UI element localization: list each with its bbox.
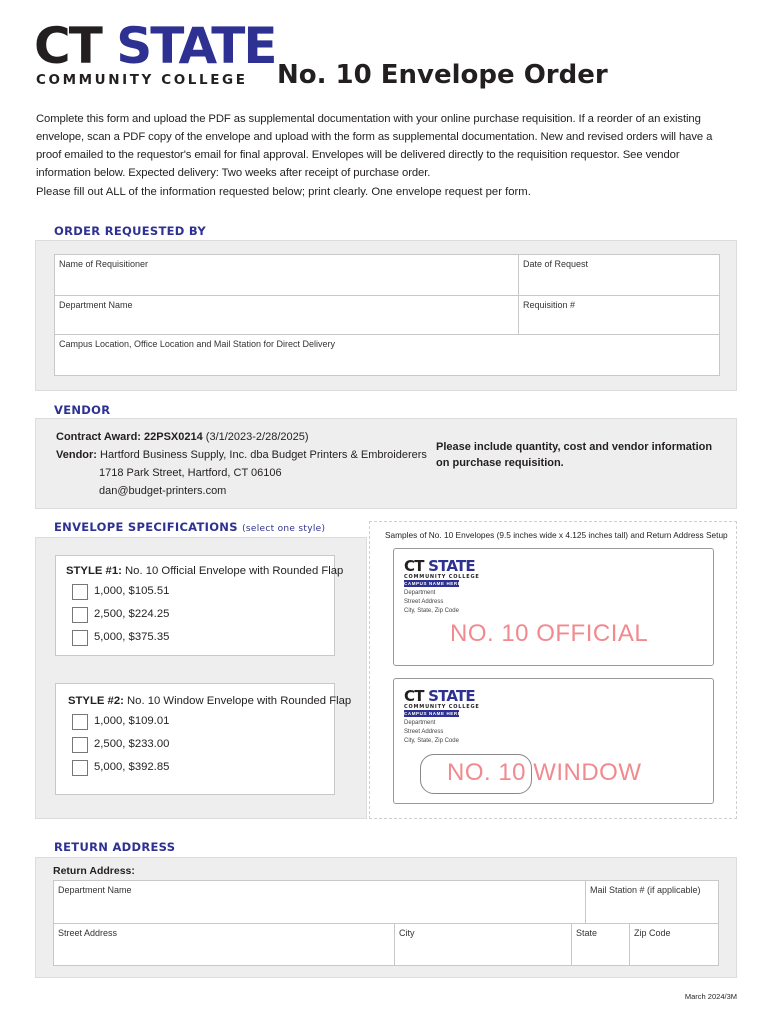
street-address-label: Street Address <box>58 928 118 938</box>
vendor-name: Vendor: Hartford Business Supply, Inc. dba Budget Printers & Embroiderers <box>56 449 427 461</box>
campus-location-field[interactable] <box>54 334 720 376</box>
vendor-section-heading: VENDOR <box>54 403 111 417</box>
official-envelope-campus-bar: CAMPUS NAME HERE <box>404 581 462 586</box>
window-envelope-address: Department Street Address City, State, Zip Code <box>404 720 459 744</box>
style1-option3-label: 5,000, $375.35 <box>94 631 170 643</box>
window-envelope-campus-bar: CAMPUS NAME HERE <box>404 711 462 716</box>
style1-option1-checkbox[interactable] <box>72 584 88 600</box>
city-label: City <box>399 928 415 938</box>
official-envelope-label: NO. 10 OFFICIAL <box>450 620 649 647</box>
vendor-panel <box>35 418 737 509</box>
style2-option1-checkbox[interactable] <box>72 714 88 730</box>
window-envelope-logo-sub: COMMUNITY COLLEGE <box>404 704 480 710</box>
requisition-number-label: Requisition # <box>523 300 576 310</box>
requisitioner-name-field[interactable] <box>54 254 519 296</box>
state-field[interactable] <box>571 923 630 966</box>
style1-option2-checkbox[interactable] <box>72 607 88 623</box>
window-envelope-label: NO. 10 WINDOW <box>447 759 642 786</box>
style1-title: STYLE #1: No. 10 Official Envelope with Rounded Flap <box>66 565 344 577</box>
window-envelope-logo: CT STATE <box>404 687 475 705</box>
department-name-label: Department Name <box>59 300 133 310</box>
request-date-label: Date of Request <box>523 259 589 269</box>
style1-option3-checkbox[interactable] <box>72 630 88 646</box>
vendor-email: dan@budget-printers.com <box>99 485 227 497</box>
return-address-panel <box>35 857 737 978</box>
style2-option2-label: 2,500, $233.00 <box>94 738 170 750</box>
request-date-field[interactable] <box>518 254 720 296</box>
footer-date: March 2024/3M <box>684 992 737 1001</box>
window-envelope-sample <box>393 678 714 804</box>
order-section-heading: ORDER REQUESTED BY <box>54 224 206 238</box>
mail-station-field[interactable] <box>585 880 719 924</box>
official-envelope-logo-sub: COMMUNITY COLLEGE <box>404 574 480 580</box>
department-name-field[interactable] <box>54 295 519 335</box>
zip-code-field[interactable] <box>629 923 719 966</box>
return-address-sublabel: Return Address: <box>53 865 135 877</box>
vendor-address: 1718 Park Street, Hartford, CT 06106 <box>99 467 282 479</box>
street-address-field[interactable] <box>53 923 395 966</box>
contract-award: Contract Award: 22PSX0214 (3/1/2023-2/28/2025) <box>56 431 309 443</box>
return-address-section-heading: RETURN ADDRESS <box>54 840 176 854</box>
style1-option2-label: 2,500, $224.25 <box>94 608 170 620</box>
state-label: State <box>576 928 598 938</box>
intro-paragraph: Complete this form and upload the PDF as supplemental documentation with your online purchase requisition. If a reorder of an existing envelope, scan a PDF copy of the envelope and upload with the form as supplemental documentation. New and revised orders will have a proof emailed to the requestor's email for final approval. Envelopes will be delivered directly to the requisition requestor. See vendor information below. Expected delivery: Two weeks after receipt of purchase order. <box>36 113 713 179</box>
campus-location-label: Campus Location, Office Location and Mail Station for Direct Delivery <box>59 339 335 349</box>
vendor-note: Please include quantity, cost and vendor information on purchase requisition. <box>436 441 713 469</box>
style1-option1-label: 1,000, $105.51 <box>94 585 170 597</box>
style1-box <box>55 555 344 656</box>
samples-panel <box>369 521 737 819</box>
style2-option1-label: 1,000, $109.01 <box>94 715 170 727</box>
style2-option3-label: 5,000, $392.85 <box>94 761 170 773</box>
page-title: No. 10 Envelope Order <box>277 60 608 90</box>
specs-panel <box>35 537 367 819</box>
zip-code-label: Zip Code <box>634 928 671 938</box>
style2-option3-checkbox[interactable] <box>72 760 88 776</box>
style2-box <box>55 683 352 795</box>
official-envelope-sample <box>393 548 714 666</box>
instructions: Please fill out ALL of the information requested below; print clearly. One envelope request per form. <box>36 186 531 198</box>
samples-caption: Samples of No. 10 Envelopes (9.5 inches wide x 4.125 inches tall) and Return Address Setup <box>385 530 728 540</box>
style2-title: STYLE #2: No. 10 Window Envelope with Rounded Flap <box>68 695 352 707</box>
requisition-number-field[interactable] <box>518 295 720 335</box>
college-logo: CT STATE <box>34 17 276 75</box>
specs-section-heading: ENVELOPE SPECIFICATIONS (select one style) <box>54 520 326 534</box>
city-field[interactable] <box>394 923 572 966</box>
return-department-field[interactable] <box>53 880 586 924</box>
mail-station-label: Mail Station # (if applicable) <box>590 885 701 895</box>
official-envelope-address: Department Street Address City, State, Zip Code <box>404 590 459 614</box>
college-logo-subtitle: COMMUNITY COLLEGE <box>36 72 248 88</box>
requisitioner-name-label: Name of Requisitioner <box>59 259 149 269</box>
return-department-label: Department Name <box>58 885 132 895</box>
order-panel <box>35 240 737 391</box>
style2-option2-checkbox[interactable] <box>72 737 88 753</box>
official-envelope-logo: CT STATE <box>404 557 475 575</box>
